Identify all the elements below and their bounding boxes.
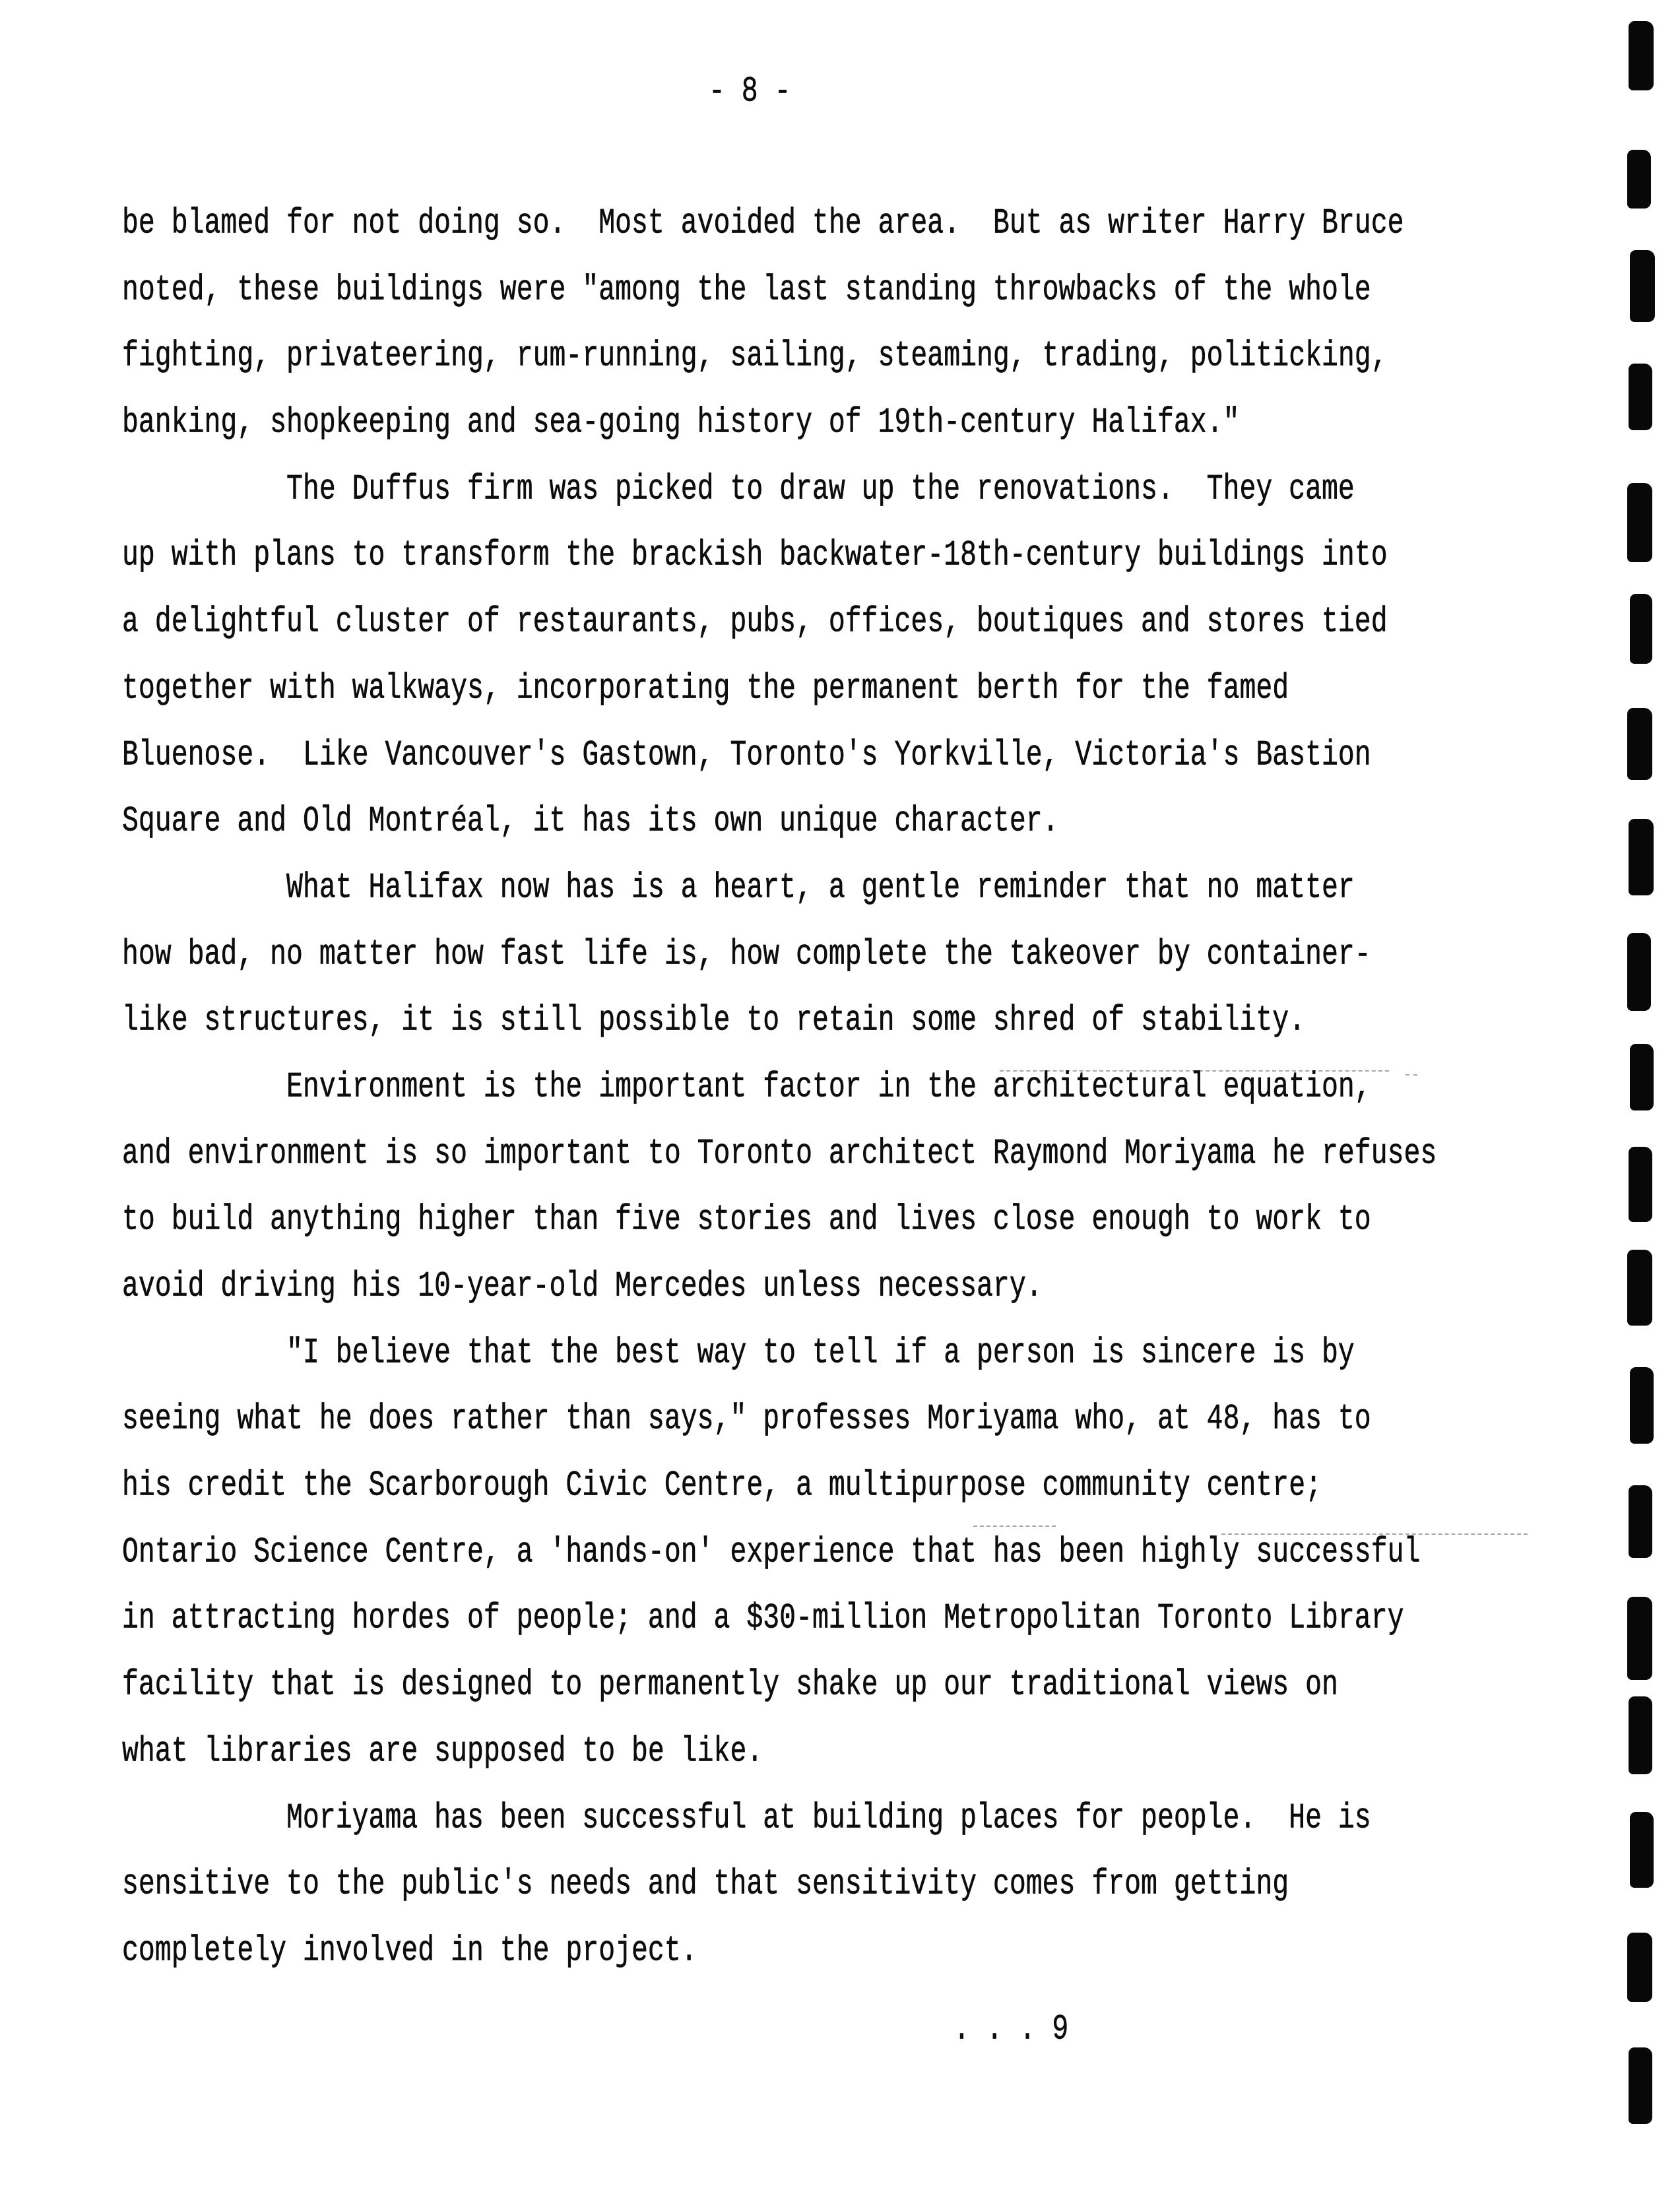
text-line: Moriyama has been successful at building places for people. He is bbox=[286, 1797, 1371, 1838]
paragraph bbox=[122, 856, 1574, 1056]
scan-artifact-line bbox=[1000, 1070, 1389, 1072]
binding-hole-mark bbox=[1629, 21, 1654, 90]
binding-hole-mark bbox=[1630, 594, 1652, 664]
binding-hole-mark bbox=[1629, 819, 1654, 895]
binding-hole-mark bbox=[1630, 250, 1655, 322]
binding-hole-mark bbox=[1630, 1044, 1654, 1110]
text-line: What Halifax now has is a heart, a gentle reminder that no matter bbox=[286, 868, 1355, 909]
binding-hole-mark bbox=[1627, 708, 1652, 780]
text-line: his credit the Scarborough Civic Centre, a multipurpose community centre; bbox=[122, 1465, 1322, 1506]
text-line: banking, shopkeeping and sea-going history of 19th-century Halifax." bbox=[122, 402, 1240, 443]
binding-hole-mark bbox=[1627, 483, 1652, 562]
text-line: Square and Old Montréal, it has its own unique character. bbox=[122, 801, 1059, 842]
page-number-header: - 8 - bbox=[709, 71, 791, 112]
text-line: like structures, it is still possible to retain some shred of stability. bbox=[122, 1000, 1306, 1041]
text-line: completely involved in the project. bbox=[122, 1931, 697, 1972]
binding-hole-mark bbox=[1630, 1812, 1654, 1888]
paragraph bbox=[122, 1787, 1574, 1986]
text-line: be blamed for not doing so. Most avoided the area. But as writer Harry Bruce bbox=[122, 203, 1404, 244]
text-line: The Duffus firm was picked to draw up the renovations. They came bbox=[286, 468, 1355, 510]
text-line: sensitive to the public's needs and that sensitivity comes from getting bbox=[122, 1864, 1289, 1905]
text-line: in attracting hordes of people; and a $30-million Metropolitan Toronto Library bbox=[122, 1598, 1404, 1639]
paragraph bbox=[122, 1056, 1574, 1322]
text-line: and environment is so important to Toronto architect Raymond Moriyama he refuses bbox=[122, 1133, 1437, 1174]
text-line: Environment is the important factor in the architectural equation, bbox=[286, 1067, 1371, 1108]
binding-hole-mark bbox=[1629, 364, 1652, 430]
text-line: noted, these buildings were "among the last standing throwbacks of the whole bbox=[122, 269, 1371, 310]
text-line: a delightful cluster of restaurants, pubs, offices, boutiques and stores tied bbox=[122, 602, 1388, 643]
text-line: seeing what he does rather than says," professes Moriyama who, at 48, has to bbox=[122, 1399, 1371, 1440]
binding-hole-mark bbox=[1627, 150, 1651, 209]
text-line: fighting, privateering, rum-running, sailing, steaming, trading, politicking, bbox=[122, 336, 1388, 377]
paragraph bbox=[122, 1322, 1574, 1787]
binding-hole-mark bbox=[1627, 1250, 1652, 1326]
text-line: facility that is designed to permanently shake up our traditional views on bbox=[122, 1665, 1338, 1706]
scan-artifact-line bbox=[1221, 1533, 1528, 1535]
scan-artifact-line bbox=[1405, 1074, 1417, 1076]
scan-artifact-line bbox=[973, 1526, 1056, 1527]
binding-hole-mark bbox=[1629, 2047, 1652, 2124]
binding-hole-mark bbox=[1629, 1696, 1652, 1774]
text-line: Bluenose. Like Vancouver's Gastown, Toronto's Yorkville, Victoria's Bastion bbox=[122, 734, 1371, 775]
binding-hole-mark bbox=[1627, 933, 1651, 1011]
text-line: Ontario Science Centre, a 'hands-on' experience that has been highly successful bbox=[122, 1531, 1421, 1573]
text-line: how bad, no matter how fast life is, how complete the takeover by container- bbox=[122, 934, 1371, 975]
binding-hole-mark bbox=[1627, 1933, 1652, 2002]
text-line: what libraries are supposed to be like. bbox=[122, 1731, 763, 1772]
text-line: "I believe that the best way to tell if a person is sincere is by bbox=[286, 1332, 1355, 1373]
paragraph bbox=[122, 192, 1574, 458]
binding-hole-mark bbox=[1629, 1485, 1652, 1558]
binding-hole-mark bbox=[1629, 1147, 1652, 1222]
text-line: up with plans to transform the brackish backwater-18th-century buildings into bbox=[122, 535, 1388, 576]
binding-hole-mark bbox=[1630, 1367, 1654, 1444]
binding-hole-mark bbox=[1627, 1597, 1652, 1680]
text-line: to build anything higher than five stories and lives close enough to work to bbox=[122, 1200, 1371, 1240]
text-line: avoid driving his 10-year-old Mercedes unless necessary. bbox=[122, 1266, 1043, 1307]
text-line: together with walkways, incorporating the permanent berth for the famed bbox=[122, 668, 1289, 709]
body-text bbox=[122, 192, 1574, 1986]
continuation-page-marker: . . . 9 bbox=[953, 2009, 1069, 2050]
paragraph bbox=[122, 458, 1574, 856]
